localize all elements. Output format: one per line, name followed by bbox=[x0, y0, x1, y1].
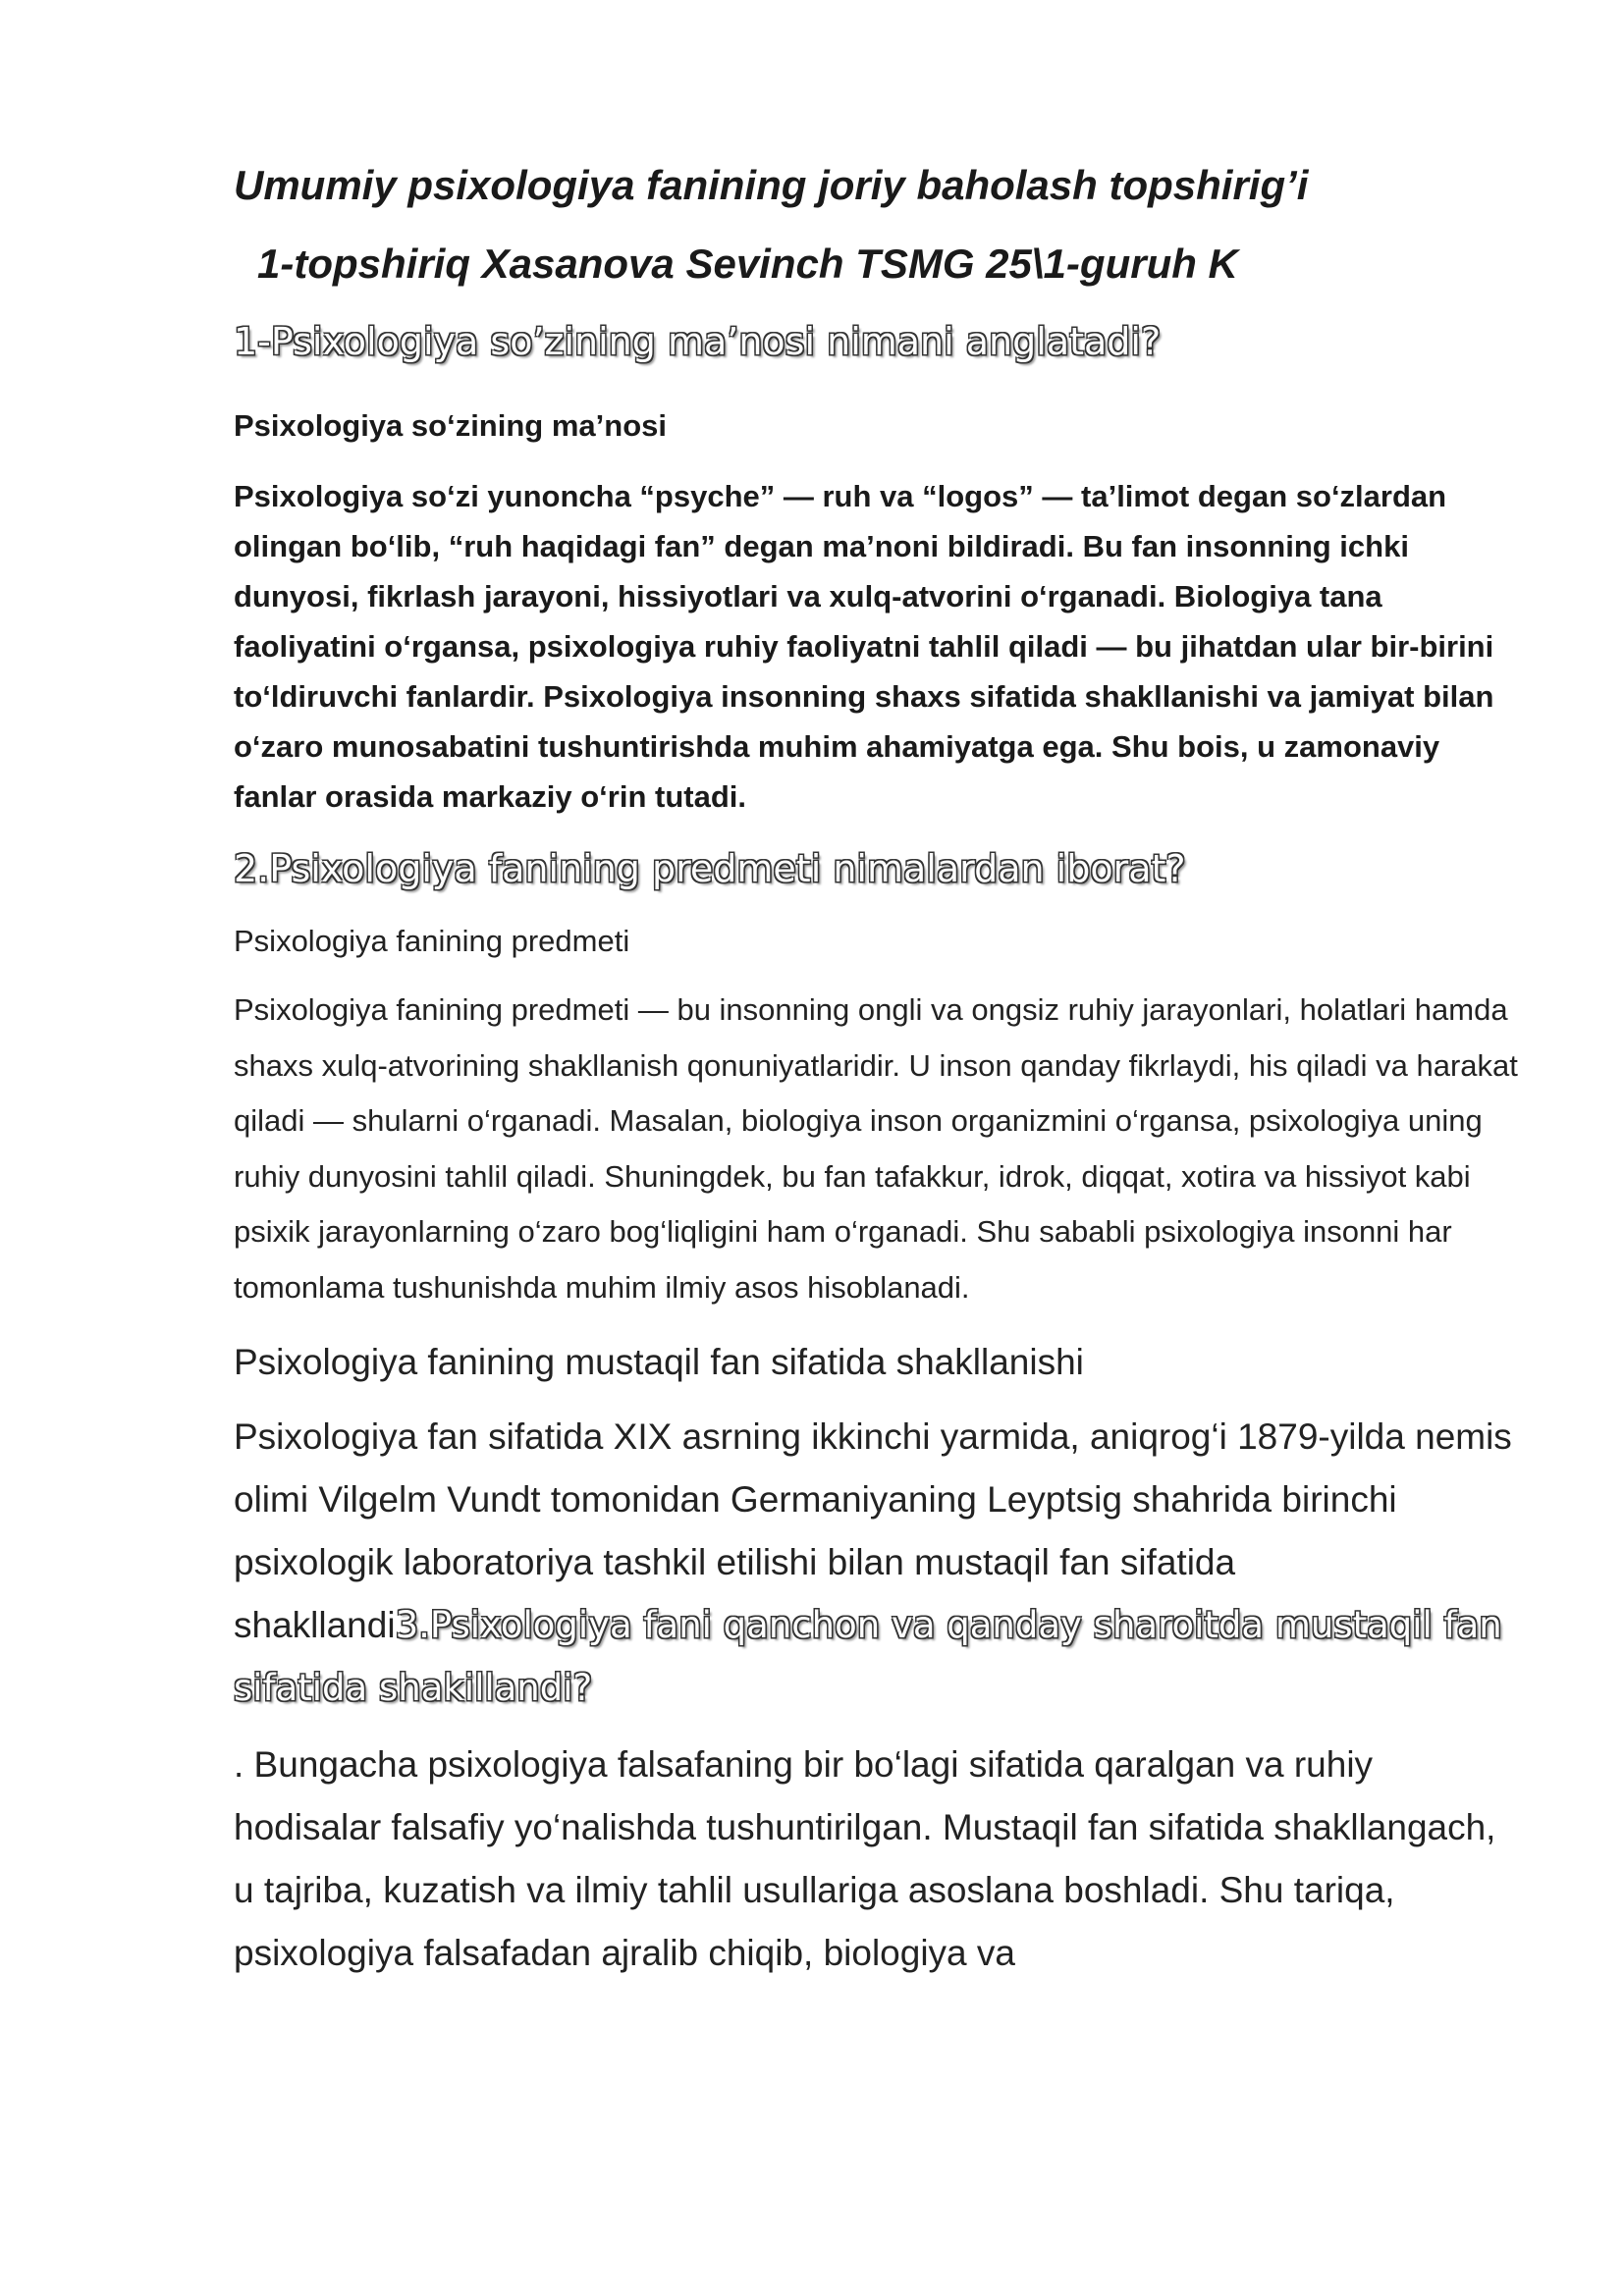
question-3-subheading: Psixologiya fanining mustaqil fan sifatida shakllanishi bbox=[234, 1342, 1084, 1382]
question-3-heading: 3.Psixologiya fani qanchon va qanday sharoitda mustaqil fan sifatida shakillandi? bbox=[234, 1604, 1502, 1709]
document-title: Umumiy psixologiya fanining joriy baholash topshirig’i bbox=[234, 162, 1309, 208]
question-1-subheading: Psixologiya so‘zining ma’nosi bbox=[234, 408, 667, 443]
question-3-paragraph bbox=[234, 1406, 1520, 1720]
question-3-paragraph-lead: Psixologiya fan sifatida XIX asrning ikkinchi yarmida, aniqrog‘i 1879-yilda nemis olimi Vilgelm Vundt tomonidan Germaniyaning Leyptsig shahrida birinchi psixologik laboratoriya tashkil etilishi bilan mustaqil fan sifatida shakllandi bbox=[234, 1416, 1512, 1645]
question-2-heading: 2.Psixologiya fanining predmeti nimalardan iborat? bbox=[234, 847, 1186, 890]
question-2-subheading: Psixologiya fanining predmeti bbox=[234, 924, 630, 958]
question-1-heading: 1-Psixologiya so’zining ma’nosi nimani anglatadi? bbox=[234, 320, 1162, 363]
document-body bbox=[234, 157, 1520, 1985]
question-3-paragraph-continued: . Bungacha psixologiya falsafaning bir bo‘lagi sifatida qaralgan va ruhiy hodisalar falsafiy yo‘nalishda tushuntirilgan. Mustaqil fan sifatida shakllangach, u tajriba, kuzatish va ilmiy tahlil usullariga asoslana boshladi. Shu tariqa, psixologiya falsafadan ajralib chiqib, biologiya va bbox=[234, 1744, 1496, 1973]
question-2-paragraph: Psixologiya fanining predmeti — bu insonning ongli va ongsiz ruhiy jarayonlari, holatlari hamda shaxs xulq-atvorining shakllanish qonuniyatlaridir. U inson qanday fikrlaydi, his qiladi va harakat qiladi — shularni o‘rganadi. Masalan, biologiya inson organizmini o‘rgansa, psixologiya uning ruhiy dunyosini tahlil qiladi. Shuningdek, bu fan tafakkur, idrok, diqqat, xotira va hissiyot kabi psixik jarayonlarning o‘zaro bog‘liqligini ham o‘rganadi. Shu sababli psixologiya insonni har tomonlama tushunishda muhim ilmiy asos hisoblanadi. bbox=[234, 992, 1518, 1305]
document-subtitle: 1-topshiriq Xasanova Sevinch TSMG 25\1-guruh K bbox=[257, 240, 1238, 287]
question-1-paragraph: Psixologiya so‘zi yunoncha “psyche” — ruh va “logos” — ta’limot degan so‘zlardan olingan bo‘lib, “ruh haqidagi fan” degan ma’noni bildiradi. Bu fan insonning ichki dunyosi, fikrlash jarayoni, hissiyotlari va xulq-atvorini o‘rganadi. Biologiya tana faoliyatini o‘rgansa, psixologiya ruhiy faoliyatni tahlil qiladi — bu jihatdan ular bir-birini to‘ldiruvchi fanlardir. Psixologiya insonning shaxs sifatida shakllanishi va jamiyat bilan o‘zaro munosabatini tushuntirishda muhim ahamiyatga ega. Shu bois, u zamonaviy fanlar orasida markaziy o‘rin tutadi. bbox=[234, 479, 1494, 814]
